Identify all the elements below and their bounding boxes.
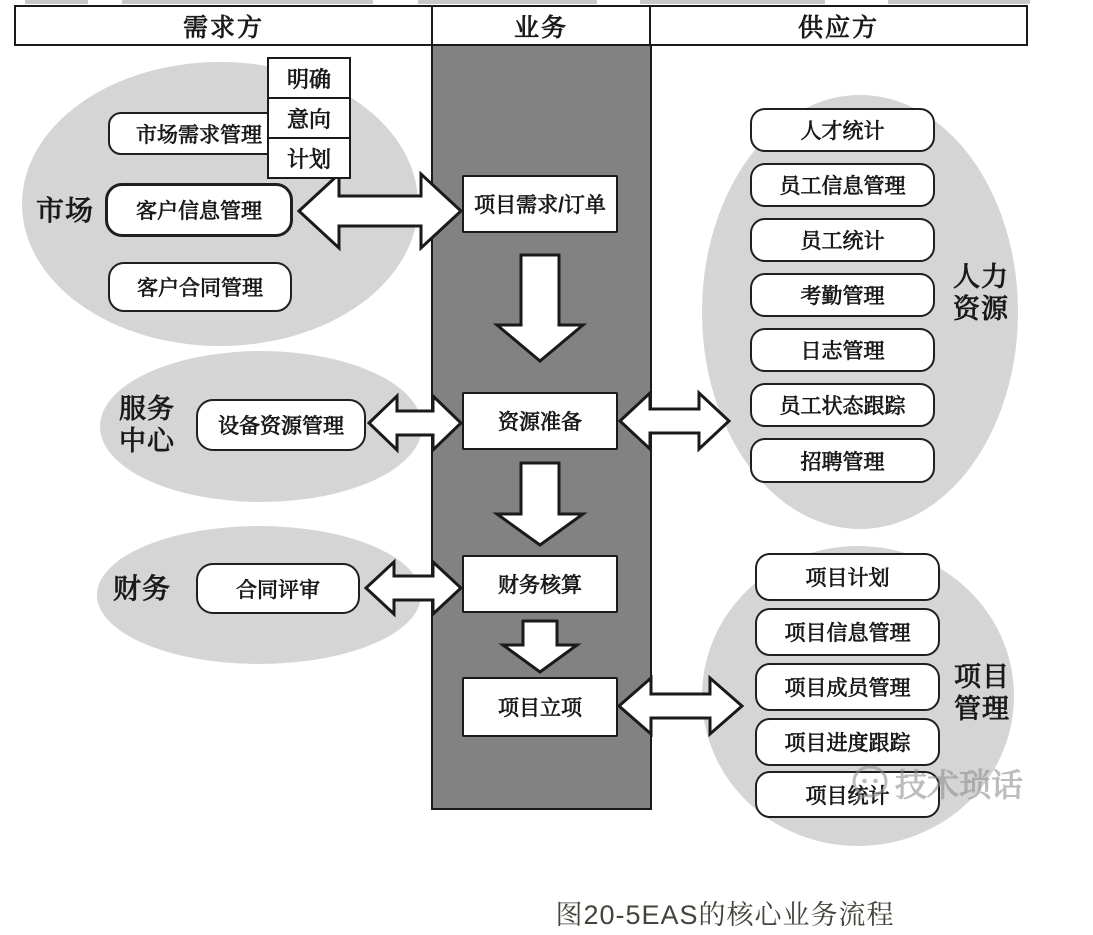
header-cell-supply bbox=[649, 5, 1028, 46]
project-initiation-label: 项目立项 bbox=[498, 697, 582, 720]
log-mgmt-box bbox=[750, 328, 935, 372]
stage-yixiang: 意向 bbox=[269, 99, 349, 139]
top-edge-artifact bbox=[418, 0, 597, 4]
project-progress-tracking-box bbox=[755, 718, 940, 766]
stage-jihua: 计划 bbox=[286, 146, 331, 172]
demand-stages-box bbox=[267, 57, 351, 179]
market-group-label: 市场 bbox=[35, 195, 94, 226]
hr-group-label: 人力资源 bbox=[953, 262, 1009, 324]
header-cell-business bbox=[431, 5, 652, 46]
pm-group-label: 项目管理 bbox=[954, 662, 1010, 724]
contract-review-box bbox=[196, 563, 360, 614]
project-member-mgmt-box bbox=[755, 663, 940, 711]
employee-status-tracking-box bbox=[750, 383, 935, 427]
resource-prep-box bbox=[462, 392, 618, 450]
finance-group-label: 财务 bbox=[112, 573, 171, 604]
attendance-mgmt-box bbox=[750, 273, 935, 317]
employee-info-mgmt-label: 员工信息管理 bbox=[779, 175, 906, 198]
employee-stats-box bbox=[750, 218, 935, 262]
header-business-label: 业务 bbox=[513, 13, 568, 42]
financial-accounting-label: 财务核算 bbox=[498, 574, 582, 597]
top-edge-artifact bbox=[122, 0, 373, 4]
employee-stats-label: 员工统计 bbox=[800, 230, 885, 253]
equipment-resource-mgmt-label: 设备资源管理 bbox=[218, 415, 344, 438]
top-edge-artifact bbox=[888, 0, 1030, 4]
market-demand-mgmt-box bbox=[108, 112, 290, 155]
header-cell-demand bbox=[14, 5, 433, 46]
recruitment-mgmt-label: 招聘管理 bbox=[800, 450, 885, 474]
header-supply-label: 供应方 bbox=[797, 13, 879, 42]
top-edge-artifact bbox=[25, 0, 88, 4]
recruitment-mgmt-box bbox=[750, 438, 935, 483]
figure-caption: 图20-5EAS的核心业务流程 bbox=[555, 900, 895, 930]
talent-stats-label: 人才统计 bbox=[800, 120, 885, 143]
stage-mingque: 明确 bbox=[269, 59, 349, 99]
attendance-mgmt-label: 考勤管理 bbox=[800, 285, 885, 308]
chat-bubble-logo-icon bbox=[850, 763, 890, 803]
contract-review-label: 合同评审 bbox=[236, 578, 320, 602]
project-stats-label: 项目统计 bbox=[805, 784, 890, 808]
equipment-resource-mgmt-box bbox=[196, 399, 366, 451]
resource-prep-label: 资源准备 bbox=[498, 411, 582, 434]
customer-info-mgmt-box bbox=[105, 183, 293, 237]
project-info-mgmt-box bbox=[755, 608, 940, 656]
project-plan-label: 项目计划 bbox=[805, 567, 890, 590]
watermark bbox=[850, 760, 1023, 806]
log-mgmt-label: 日志管理 bbox=[800, 340, 885, 363]
watermark-text: 技术琐话 bbox=[895, 767, 1024, 803]
talent-stats-box bbox=[750, 108, 935, 152]
project-plan-box bbox=[755, 553, 940, 601]
project-order-label: 项目需求/订单 bbox=[474, 194, 606, 217]
header-demand-label: 需求方 bbox=[182, 13, 264, 42]
customer-contract-mgmt-label: 客户合同管理 bbox=[137, 277, 263, 300]
service-center-group-label: 服务中心 bbox=[119, 394, 175, 456]
customer-contract-mgmt-box bbox=[108, 262, 292, 312]
project-info-mgmt-label: 项目信息管理 bbox=[784, 622, 911, 645]
financial-accounting-box bbox=[462, 555, 618, 613]
project-order-box bbox=[462, 175, 618, 233]
employee-info-mgmt-box bbox=[750, 163, 935, 207]
employee-status-tracking-label: 员工状态跟踪 bbox=[779, 395, 906, 418]
market-demand-mgmt-label: 市场需求管理 bbox=[136, 123, 262, 147]
project-progress-tracking-label: 项目进度跟踪 bbox=[784, 732, 911, 755]
project-initiation-box bbox=[462, 677, 618, 737]
customer-info-mgmt-label: 客户信息管理 bbox=[136, 200, 262, 223]
project-member-mgmt-label: 项目成员管理 bbox=[784, 677, 911, 700]
top-edge-artifact bbox=[640, 0, 825, 4]
